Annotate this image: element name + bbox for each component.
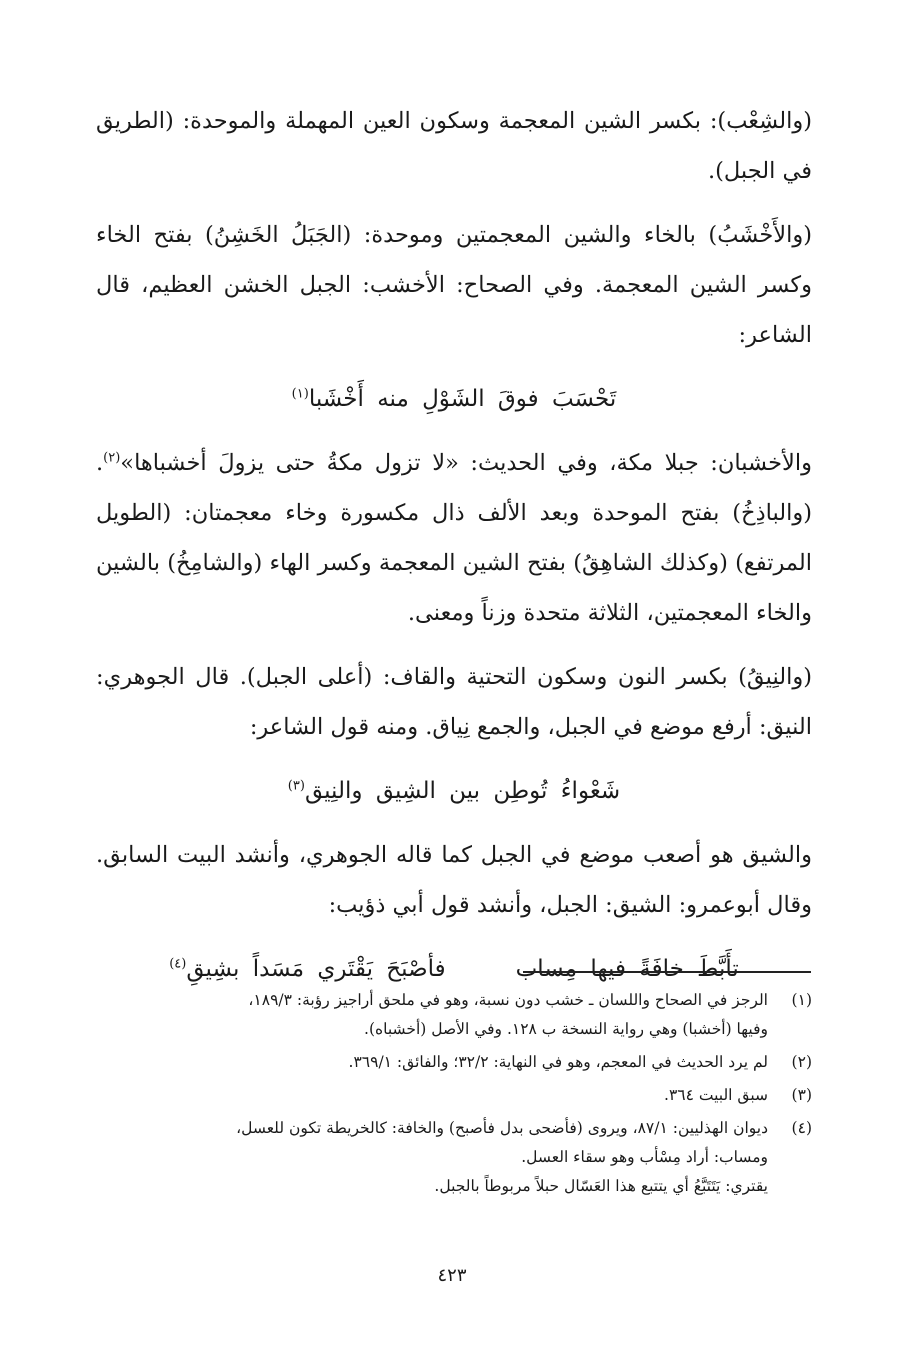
footnote-ref: (٢) — [103, 450, 121, 466]
footnote — [96, 1114, 812, 1201]
paragraph-text: (والأَخْشَبُ) بالخاء والشين المعجمتين وموحدة: (الجَبَلُ الخَشِنُ) بفتح الخاء وكسر الشين المعجمة. وفي الصحاح: الأخشب: الجبل الخشن العظيم، قال الشاعر: — [96, 222, 812, 348]
footnote-line: وفيها (أخشبا) وهي رواية النسخة ب ١٢٨. وفي الأصل (أخشباه). — [364, 1020, 768, 1038]
footnote-ref: (١) — [291, 386, 309, 402]
footnote-line: ديوان الهذليين: ٨٧/١، ويروى (فأضحى بدل فأصبح) والخافة: كالخريطة تكون للعسل، — [236, 1119, 768, 1137]
paragraph-niq — [96, 652, 812, 752]
verse-niq — [96, 766, 812, 816]
verse-text: تَحْسَبَ فوقَ الشَوْلِ منه أَخْشَبا — [308, 386, 617, 412]
footnote-body — [96, 986, 768, 1044]
footnote-ref: (٤) — [169, 956, 187, 972]
paragraph-akhshaban — [96, 438, 812, 638]
footnote-line: سبق البيت ٣٦٤. — [664, 1086, 768, 1104]
page-number: ٤٢٣ — [437, 1265, 467, 1286]
footnote-body — [96, 1114, 768, 1201]
paragraph-text: (والشِعْب): بكسر الشين المعجمة وسكون العين المهملة والموحدة: (الطريق في الجبل). — [96, 108, 812, 184]
footnote-line: الرجز في الصحاح واللسان ـ خشب دون نسبة، وهو في ملحق أراجيز رؤبة: ١٨٩/٣، — [248, 991, 768, 1009]
paragraph-text: (والنِيقُ) بكسر النون وسكون التحتية والقاف: (أعلى الجبل). قال الجوهري: النيق: أرفع موضع في الجبل، والجمع نِياق. ومنه قول الشاعر: — [96, 664, 812, 740]
main-text — [96, 96, 812, 1008]
verse-text: فأصْبَحَ يَقْتَري مَسَداً بشِيقِ — [186, 956, 446, 982]
paragraph-text: والأخشبان: جبلا مكة، وفي الحديث: «لا تزول مكةُ حتى يزولَ أخشباها» — [120, 450, 812, 476]
paragraph-text: والشيق هو أصعب موضع في الجبل كما قاله الجوهري، وأنشد البيت السابق. وقال أبوعمرو: الشيق: الجبل، وأنشد قول أبي ذؤيب: — [96, 842, 812, 918]
footnote-body — [96, 1048, 768, 1077]
footnote-body — [96, 1081, 768, 1110]
paragraph-shiq — [96, 830, 812, 930]
footnote-line: لم يرد الحديث في المعجم، وهو في النهاية: ٣٢/٢؛ والفائق: ٣٦٩/١. — [348, 1053, 768, 1071]
footnote-number: (٢) — [791, 1053, 812, 1071]
paragraph-shib — [96, 96, 812, 196]
verse-hemistich-first: تأَبَّطَ خافَةً فيها مِساب — [515, 956, 739, 982]
footnote — [96, 1048, 812, 1077]
footnote-line: ومساب: أراد مِسْأب وهو سقاء العسل. — [521, 1148, 768, 1166]
footnote — [96, 1081, 812, 1110]
footnote-line: يقتري: يَتَتَبَّعُ أي يتتبع هذا العَسّال حبلاً مربوطاً بالجبل. — [434, 1177, 768, 1195]
footnote-separator — [523, 971, 811, 973]
footnote-number: (٣) — [791, 1086, 812, 1104]
footnote — [96, 986, 812, 1044]
verse-text: شَعْواءُ تُوطِن بين الشِيق والنِيق — [304, 778, 621, 804]
footnote-number: (١) — [791, 991, 812, 1009]
footnotes — [96, 986, 812, 1205]
verse-akhshab — [96, 374, 812, 424]
paragraph-text: . (والباذِخُ) بفتح الموحدة وبعد الألف ذال مكسورة وخاء معجمتان: (الطويل المرتفع) (وكذلك الشاهِقُ) بفتح الشين المعجمة وكسر الهاء (والشامِخُ) بالشين والخاء المعجمتين، الثلاثة متحدة وزناً ومعنى. — [96, 450, 812, 626]
paragraph-akhshab — [96, 210, 812, 360]
footnote-ref: (٣) — [287, 778, 305, 794]
footnote-number: (٤) — [791, 1119, 812, 1137]
